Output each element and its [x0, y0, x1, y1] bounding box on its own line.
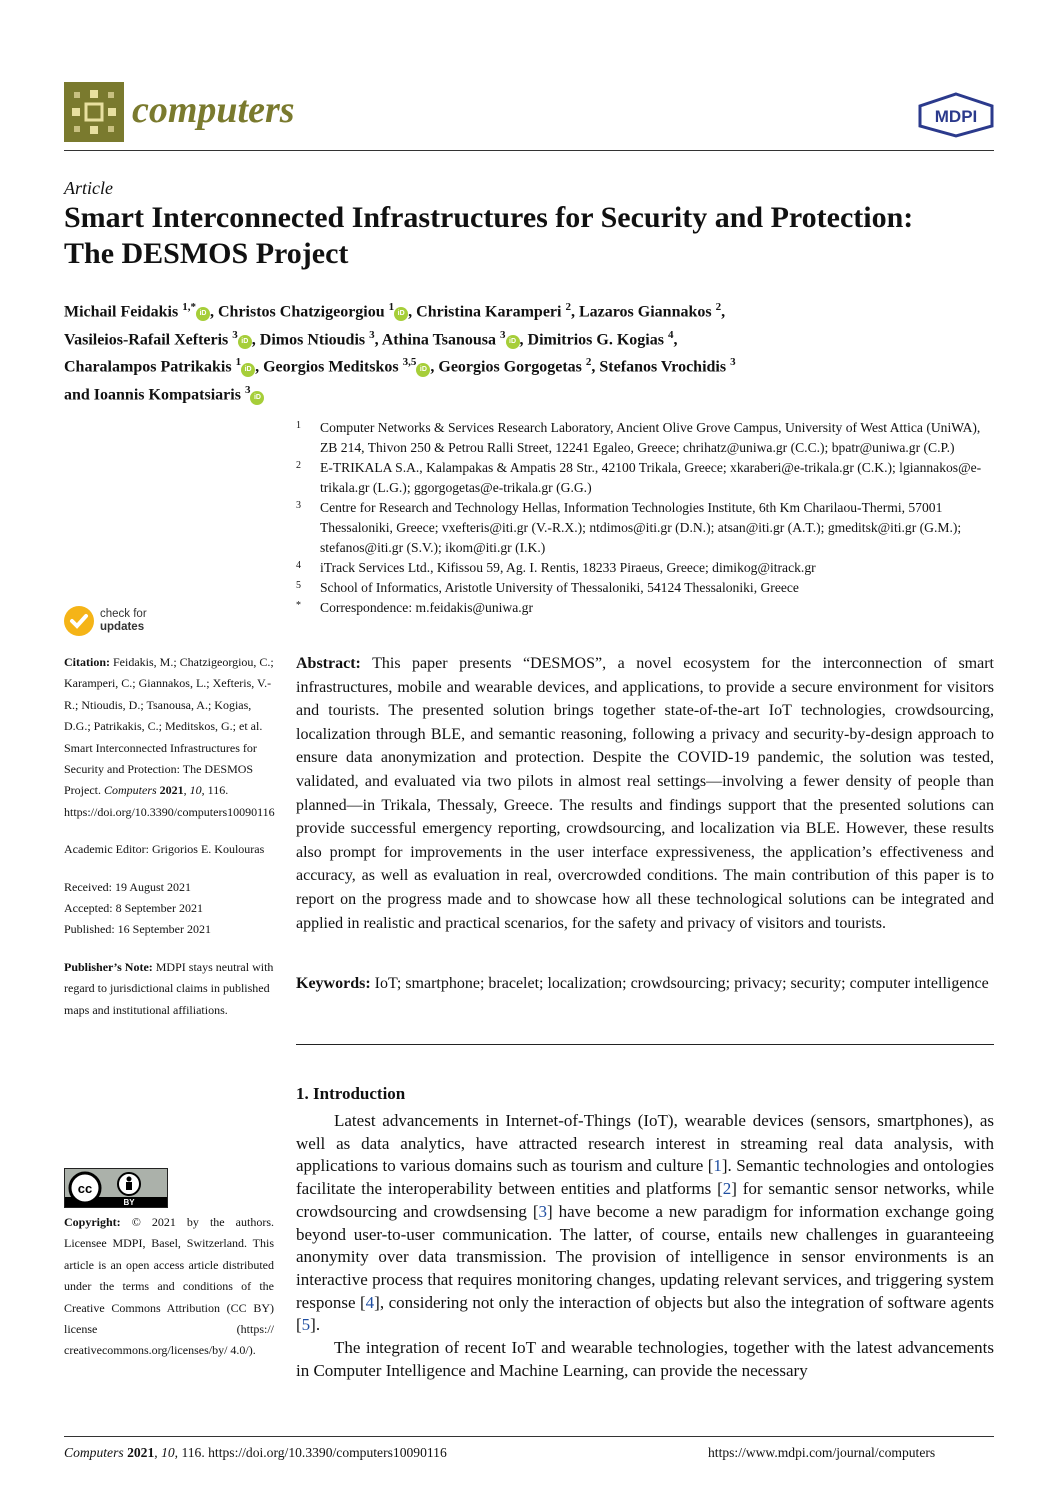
- citation-link[interactable]: 5: [301, 1315, 311, 1335]
- orcid-icon[interactable]: iD: [416, 363, 430, 377]
- correspondence: * Correspondence: m.feidakis@uniwa.gr: [296, 600, 533, 615]
- orcid-icon[interactable]: iD: [238, 335, 252, 349]
- author-list: [64, 296, 994, 407]
- orcid-icon[interactable]: iD: [241, 363, 255, 377]
- affiliation-item: 2 E-TRIKALA S.A., Kalampakas & Ampatis 28 Str., 42100 Trikala, Greece; xkaraberi@e-trikala.gr (C.K.); lgiannakos@e-trikala.gr (L.G.); ggorgogetas@e-trikala.gr (G.G.): [296, 460, 982, 495]
- check-for-updates-button[interactable]: [64, 606, 204, 638]
- affiliation-item: 3 Centre for Research and Technology Hellas, Information Technologies Institute, 6th Km Charilaou-Thermi, 57001 Thessaloniki, Greece; vxefteris@iti.gr (V.-R.X.); ntdimos@iti.gr (D.N.); atsan@iti.gr (A.T.); gmeditsk@iti.gr (G.M.); stefanos@iti.gr (S.V.); ikom@iti.gr (I.K.): [296, 500, 962, 555]
- svg-text:BY: BY: [123, 1198, 135, 1207]
- section-heading: 1. Introduction: [296, 1084, 406, 1103]
- mdpi-logo: [918, 92, 994, 138]
- citation: Citation: Feidakis, M.; Chatzigeorgiou, C.; Karamperi, C.; Giannakos, L.; Xefteris, V.-R.; Ntioudis, D.; Tsanousa, A.; Kogias, D.G.; Patrikakis, C.; Meditskos, G.; et al. Smart Interconnected Infrastructures for Security and Protection: The DESMOS Project. Computers 2021, 10, 116. https://doi.org/10.3390/computers10090116: [64, 655, 275, 819]
- citation-link[interactable]: 2: [722, 1179, 732, 1199]
- paragraph: The integration of recent IoT and wearable technologies, together with the latest advancements in Computer Intelligence and Machine Learning, can provide the necessary: [296, 1338, 994, 1380]
- author-line: and Ioannis Kompatsiaris $^3$iD: [64, 379, 994, 407]
- journal-logo-icon: [64, 82, 124, 142]
- author-line: Charalampos Patrikakis $^1$iD , Georgios Meditskos $^{3,5}$iD , Georgios Gorgogetas $^2$, Stefanos Vrochidis $^3$: [64, 356, 736, 376]
- journal-url-link[interactable]: https://www.mdpi.com/journal/computers: [708, 1445, 936, 1460]
- accepted-date: Accepted: 8 September 2021: [64, 901, 203, 916]
- footer-divider: [64, 1436, 994, 1437]
- citation-link[interactable]: 3: [538, 1201, 547, 1221]
- paragraph: Latest advancements in Internet-of-Things (IoT), wearable devices (sensors, smartphones), as well as data analytics, have attracted research interest in streaming real data analysis, with applications to various domains such as tourism and culture [1]. Semantic technologies and ontologies facilitate the interoperability between entities and platforms [2] for semantic sensor networks, while crowdsourcing and crowdsensing [3] have become a new paradigm for information exchange going beyond user-to-user communication. The latter, of course, entails new challenges in guaranteeing anonymity over data transmission. The provision of intelligence in sensor environments is an interactive process that requires monitoring changes, updating relevant services, and triggering system response [4], considering not only the interaction of objects but also the integration of software agents [5].: [296, 1111, 995, 1335]
- published-date: Published: 16 September 2021: [64, 922, 211, 937]
- check-updates-label: check for updates: [100, 608, 147, 633]
- author-line: Michail Feidakis $^{1,*}$iD , Christos Chatzigeorgiou $^1$iD , Christina Karamperi $^2$, Lazaros Giannakos $^2$,: [64, 301, 726, 321]
- sidebar: [64, 652, 274, 1037]
- dates: [64, 877, 274, 941]
- paper-title: Smart Interconnected Infrastructures for Security and Protection: The DESMOS Project: [64, 201, 914, 270]
- abstract: Abstract: This paper presents “DESMOS”, a novel ecosystem for the interconnection of smart infrastructures, mobile and wearable devices, and applications, to provide a secure environment for visitors and tourists. The presented solution brings together state-of-the-art IoT technologies, crowdsourcing, localization through BLE, and semantic reasoning, following a privacy and security-by-design approach to ensure data anonymization and protection. Despite the COVID-19 pandemic, the solution was tested, validated, and evaluated via two pilots in almost real settings—involving a fewer density of people than planned—in Trikala, Thessaly, Greece. The results and findings support that the presented solutions can provide successful emergency reporting, crowdsourcing, and localization via BLE. However, these results also prompt for improvements in the user interface expressiveness, the application’s effectiveness and accuracy, as well as evaluation in real, overcrowded conditions. The main contribution of this paper is to report on the progress made and to showcase how all these technological solutions can be integrated and applied in realistic and practical scenarios, for the safety and privacy of visitors and tourists.: [296, 655, 994, 932]
- svg-text:cc: cc: [77, 1181, 93, 1196]
- affiliation-item: 1 Computer Networks & Services Research Laboratory, Ancient Olive Grove Campus, University of West Attica (UniWA), ZB 214, Thivon 250 & Petrou Ralli Street, 12241 Egaleo, Greece; chrihatz@uniwa.gr (C.C.); bpatr@uniwa.gr (C.P.): [296, 420, 981, 455]
- citation-link[interactable]: 1: [713, 1156, 722, 1176]
- affiliation-item: 5 School of Informatics, Aristotle University of Thessaloniki, 54124 Thessaloniki, Greece: [296, 580, 799, 595]
- author-line: Vasileios-Rafail Xefteris $^3$iD , Dimos Ntioudis $^3$, Athina Tsanousa $^3$iD , Dimitrios G. Kogias $^4$,: [64, 328, 678, 349]
- article-type: Article: [64, 178, 113, 198]
- checkmark-icon: [64, 606, 94, 636]
- received-date: Received: 19 August 2021: [64, 879, 191, 894]
- academic-editor: Academic Editor: Grigorios E. Koulouras: [64, 842, 265, 857]
- footer-citation: Computers 2021, 10, 116. https://doi.org/10.3390/computers10090116: [64, 1445, 447, 1460]
- cc-by-license-icon[interactable]: [64, 1168, 168, 1208]
- svg-text:MDPI: MDPI: [934, 107, 978, 126]
- introduction-body: [296, 1110, 994, 1382]
- keywords: Keywords: IoT; smartphone; bracelet; localization; crowdsourcing; privacy; security; computer intelligence: [296, 975, 989, 992]
- publisher-note: Publisher’s Note: MDPI stays neutral with regard to jurisdictional claims in published maps and institutional affiliations.: [64, 959, 274, 1017]
- journal-name: computers: [132, 89, 295, 131]
- section-divider: [296, 1044, 994, 1045]
- orcid-icon[interactable]: iD: [506, 335, 520, 349]
- orcid-icon[interactable]: iD: [250, 391, 264, 405]
- affiliations: [296, 418, 996, 618]
- orcid-icon[interactable]: iD: [394, 307, 408, 321]
- affiliation-item: 4 iTrack Services Ltd., Kifissou 59, Ag. I. Rentis, 18233 Piraeus, Greece; dimikog@itrack.gr: [296, 560, 816, 575]
- orcid-icon[interactable]: iD: [196, 307, 210, 321]
- header-divider: [64, 150, 994, 151]
- citation-link[interactable]: 4: [365, 1292, 375, 1312]
- copyright-notice: Copyright: © 2021 by the authors. Licensee MDPI, Basel, Switzerland. This article is an open access article distributed under the terms and conditions of the Creative Commons Attribution (CC BY) license (https:// creativecommons.org/licenses/by/ 4.0/).: [64, 1215, 274, 1358]
